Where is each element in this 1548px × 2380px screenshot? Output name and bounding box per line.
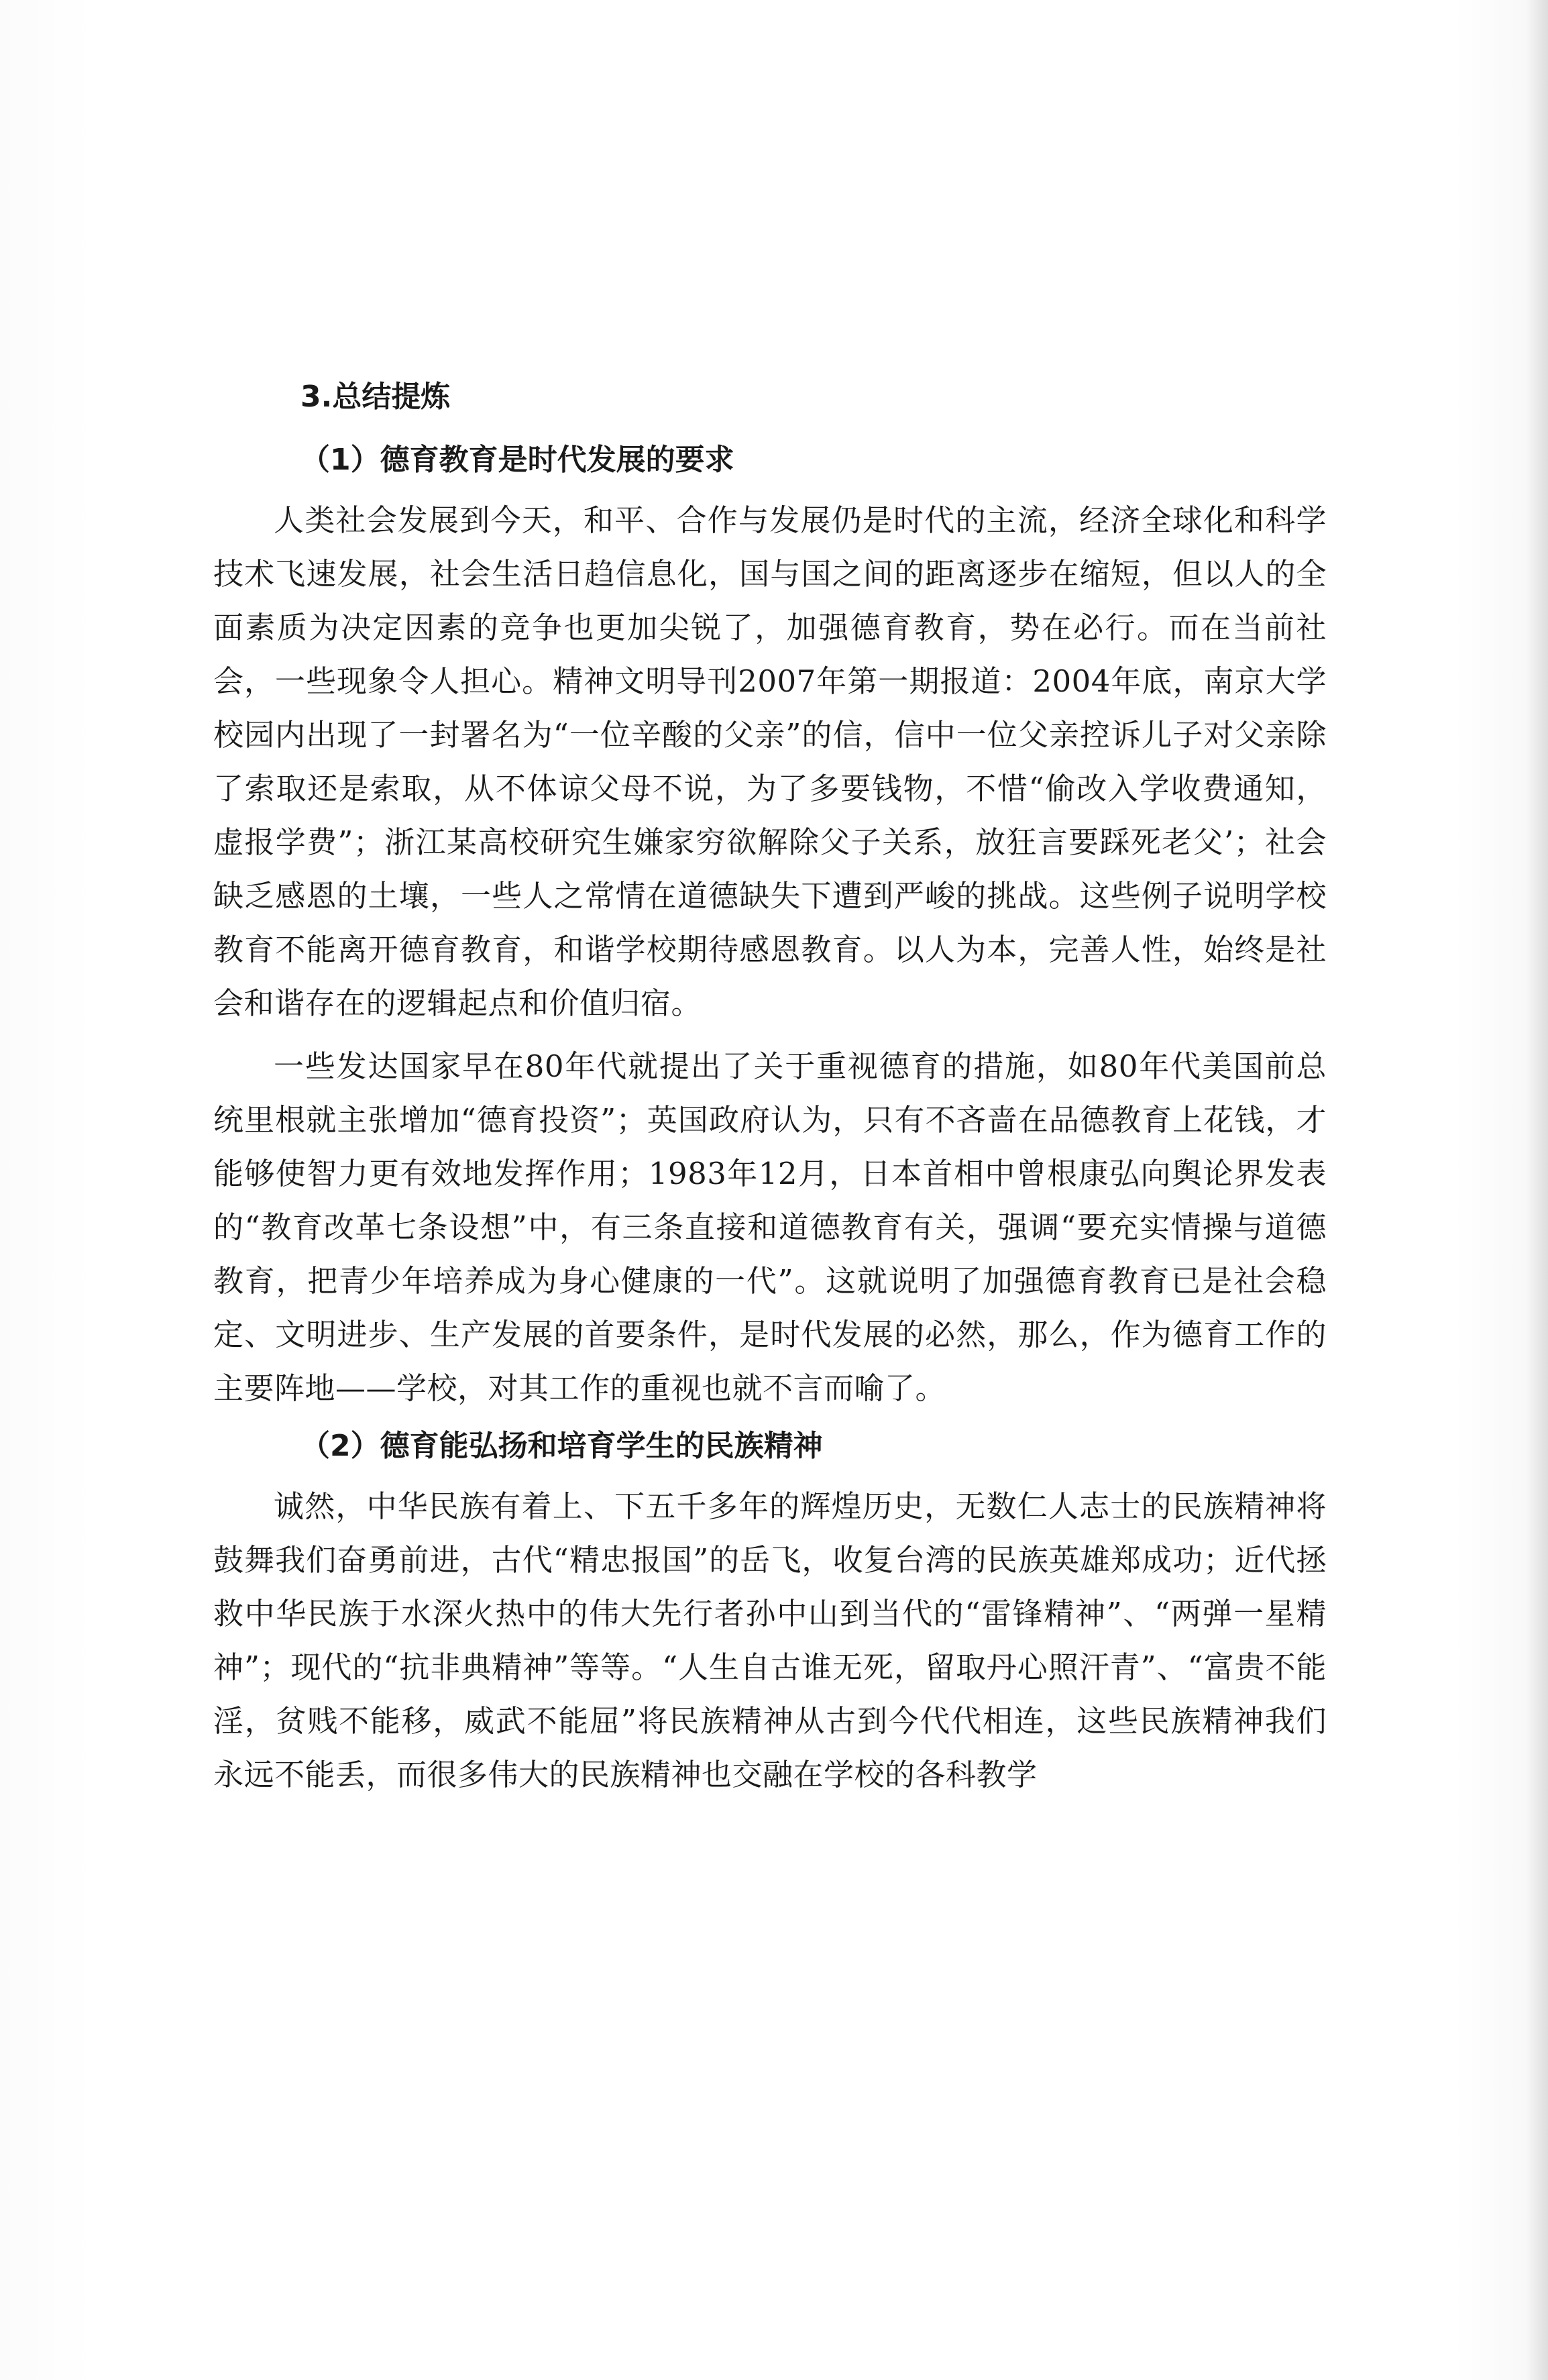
subsection-2-heading: （2）德育能弘扬和培育学生的民族精神 xyxy=(300,1429,823,1463)
paragraph-1: 人类社会发展到今天，和平、合作与发展仍是时代的主流，经济全球化和科学技术飞速发展，社会生活日趋信息化，国与国之间的距离逐步在缩短，但以人的全面素质为决定因素的竞争也更加尖锐了，加强德育教育，势在必行。而在当前社会，一些现象令人担心。精神文明导刊2007年第一期报道：2004年底，南京大学校园内出现了一封署名为“一位辛酸的父亲”的信，信中一位父亲控诉儿子对父亲除了索取还是索取，从不体谅父母不说，为了多要钱物，不惜“偷改入学收费通知，虚报学费”；浙江某高校研究生嫌家穷欲解除父子关系，放狂言要踩死老父’；社会缺乏感恩的土壤，一些人之常情在道德缺失下遭到严峻的挑战。这些例子说明学校教育不能离开德育教育，和谐学校期待感恩教育。以人为本，完善人性，始终是社会和谐存在的逻辑起点和价值归宿。 xyxy=(213,502,1327,1021)
document-body xyxy=(213,376,1327,1811)
subsection-1-heading: （1）德育教育是时代发展的要求 xyxy=(300,443,734,477)
page-edge-shadow xyxy=(1525,0,1548,2380)
paragraph-3: 诚然，中华民族有着上、下五千多年的辉煌历史，无数仁人志士的民族精神将鼓舞我们奋勇前进，古代“精忠报国”的岳飞，收复台湾的民族英雄郑成功；近代拯救中华民族于水深火热中的伟大先行者孙中山到当代的“雷锋精神”、“两弹一星精神”；现代的“抗非典精神”等等。“人生自古谁无死，留取丹心照汗青”、“富贵不能淫，贫贱不能移，威武不能屈”将民族精神从古到今代代相连，这些民族精神我们永远不能丢，而很多伟大的民族精神也交融在学校的各科教学 xyxy=(213,1489,1327,1792)
paragraph-2: 一些发达国家早在80年代就提出了关于重视德育的措施，如80年代美国前总统里根就主张增加“德育投资”；英国政府认为，只有不吝啬在品德教育上花钱，才能够使智力更有效地发挥作用；1983年12月，日本首相中曾根康弘向舆论界发表的“教育改革七条设想”中，有三条直接和道德教育有关，强调“要充实情操与道德教育，把青少年培养成为身心健康的一代”。这就说明了加强德育教育已是社会稳定、文明进步、生产发展的首要条件，是时代发展的必然，那么，作为德育工作的主要阵地——学校，对其工作的重视也就不言而喻了。 xyxy=(213,1048,1327,1406)
section-heading: 3.总结提炼 xyxy=(300,380,451,414)
